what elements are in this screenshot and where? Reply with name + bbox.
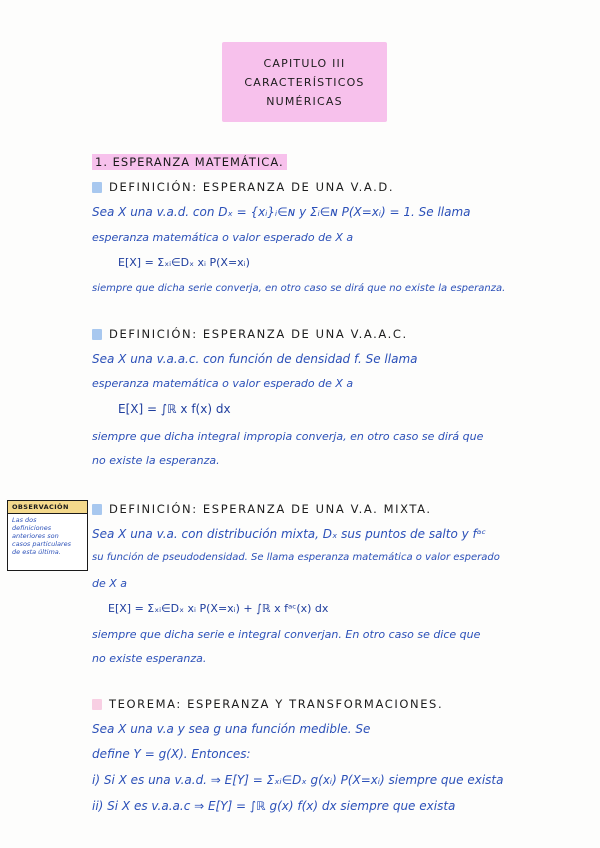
- chapter-number: CAPITULO III: [263, 56, 346, 70]
- observation-line: definiciones: [12, 524, 52, 532]
- observation-line: de esta última.: [12, 548, 61, 556]
- observation-body: [8, 514, 87, 558]
- def2-heading-text: DEFINICIÓN: ESPERANZA DE UNA V.A.A.C.: [109, 327, 408, 341]
- def2-line2: esperanza matemática o valor esperado de X a: [92, 377, 354, 390]
- bullet-square-icon: [92, 504, 102, 515]
- def3-line3: de X a: [92, 577, 128, 590]
- chapter-name-line2: NUMÉRICAS: [266, 94, 343, 108]
- observation-line: casos particulares: [12, 540, 72, 548]
- observation-line: anteriores son: [12, 532, 59, 540]
- def3-line2: su función de pseudodensidad. Se llama esperanza matemática o valor esperado: [92, 552, 500, 563]
- def1-heading-text: DEFINICIÓN: ESPERANZA DE UNA V.A.D.: [109, 180, 395, 194]
- section-heading: 1. ESPERANZA MATEMÁTICA.: [92, 154, 287, 170]
- def2-formula: E[X] = ∫ℝ x f(x) dx: [118, 402, 231, 416]
- def1-heading: [92, 180, 394, 194]
- def2-line4: no existe la esperanza.: [92, 454, 220, 467]
- def3-line1: Sea X una v.a. con distribución mixta, Dₓ sus puntos de salto y fᵃᶜ: [92, 527, 486, 541]
- def1-line2: esperanza matemática o valor esperado de X a: [92, 231, 354, 244]
- theorem-line1: Sea X una v.a y sea g una función medible. Se: [92, 722, 371, 736]
- def3-line5: no existe esperanza.: [92, 652, 207, 665]
- def2-heading: [92, 327, 408, 341]
- theorem-item1: i) Si X es una v.a.d. ⇒ E[Y] = Σₓᵢ∈Dₓ g(xᵢ) P(X=xᵢ) siempre que exista: [92, 773, 504, 787]
- def3-line4: siempre que dicha serie e integral converjan. En otro caso se dice que: [92, 628, 481, 641]
- def1-formula: E[X] = Σₓᵢ∈Dₓ xᵢ P(X=xᵢ): [118, 256, 250, 269]
- theorem-item2: ii) Si X es v.a.a.c ⇒ E[Y] = ∫ℝ g(x) f(x) dx siempre que exista: [92, 799, 456, 813]
- chapter-title-box: [222, 42, 387, 122]
- def3-formula: E[X] = Σₓᵢ∈Dₓ xᵢ P(X=xᵢ) + ∫ℝ x fᵃᶜ(x) dx: [108, 602, 329, 615]
- observation-note: [7, 500, 88, 571]
- theorem-heading: [92, 697, 443, 711]
- bullet-square-icon: [92, 182, 102, 193]
- def3-heading-text: DEFINICIÓN: ESPERANZA DE UNA V.A. MIXTA.: [109, 502, 432, 516]
- def1-line1: Sea X una v.a.d. con Dₓ = {xᵢ}ᵢ∈ɴ y Σᵢ∈ɴ P(X=xᵢ) = 1. Se llama: [92, 205, 471, 219]
- chapter-name-line1: CARACTERÍSTICOS: [244, 75, 365, 89]
- def2-line3: siempre que dicha integral impropia converja, en otro caso se dirá que: [92, 430, 484, 443]
- bullet-square-icon: [92, 699, 102, 710]
- def2-line1: Sea X una v.a.a.c. con función de densidad f. Se llama: [92, 352, 418, 366]
- theorem-heading-text: TEOREMA: ESPERANZA Y TRANSFORMACIONES.: [109, 697, 444, 711]
- def1-line3: siempre que dicha serie converja, en otro caso se dirá que no existe la esperanza.: [92, 283, 506, 294]
- observation-header: OBSERVACIÓN: [8, 501, 87, 514]
- bullet-square-icon: [92, 329, 102, 340]
- def3-heading: [92, 502, 432, 516]
- observation-line: Las dos: [12, 516, 37, 524]
- theorem-line2: define Y = g(X). Entonces:: [92, 747, 251, 761]
